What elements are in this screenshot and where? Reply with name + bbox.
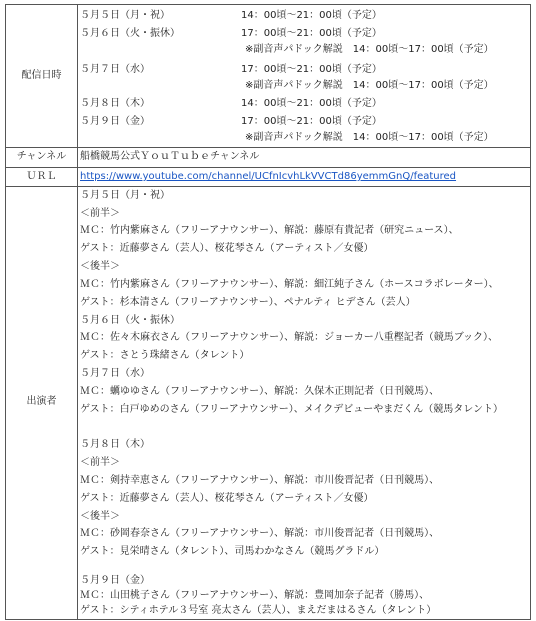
schedule-time: 17：00頃～21：00頃（予定） (241, 116, 382, 127)
cast-line: ＜後半＞ (80, 261, 120, 272)
channel-label: チャンネル (16, 151, 67, 162)
cast-line: ＭＣ：佐々木麻衣さん（フリーアナウンサー）、解説：ジョーカー八重樫記者（競馬ブック）、 (80, 332, 498, 343)
cast-line: ゲスト：さとう珠緒さん（タレント） (80, 350, 250, 361)
cast-line: ＭＣ：剣持幸恵さん（フリーアナウンサー）、解説：市川俊晋記者（日刊競馬）、 (80, 475, 440, 486)
table-border-right (530, 4, 531, 620)
cast-line: ＜後半＞ (80, 511, 120, 522)
cast-line: ＜前半＞ (80, 457, 120, 468)
cast-line: ゲスト：シティホテル３号室 亮太さん（芸人）、まえだまはるさん（タレント） (80, 605, 437, 616)
cast-line: ゲスト：杉本清さん（フリーアナウンサー）、ペナルティ ヒデさん（芸人） (80, 297, 416, 308)
cast-line: ＭＣ：山田桃子さん（フリーアナウンサー）、解説：豊岡加奈子記者（勝馬）、 (80, 590, 430, 601)
schedule-date: ５月７日（水） (80, 64, 150, 75)
row-divider (5, 147, 531, 148)
schedule-note: ※副音声パドック解説 14：00頃～17：00頃（予定） (245, 44, 494, 55)
schedule-date: ５月９日（金） (80, 116, 150, 127)
schedule-time: 14：00頃～21：00頃（予定） (241, 10, 382, 21)
schedule-label: 配信日時 (21, 70, 62, 81)
cast-line: ＭＣ：蠣ゆゆさん（フリーアナウンサー）、解説：久保木正則記者（日刊競馬）、 (80, 386, 440, 397)
channel-url-link[interactable]: https://www.youtube.com/channel/UCfnIcvhLkVVCTd86yemmGnQ/featured (80, 171, 457, 182)
table-border-bottom (5, 619, 531, 620)
schedule-note: ※副音声パドック解説 14：00頃～17：00頃（予定） (245, 132, 494, 143)
column-divider (77, 4, 78, 620)
schedule-note: ※副音声パドック解説 14：00頃～17：00頃（予定） (245, 80, 494, 91)
schedule-time: 17：00頃～21：00頃（予定） (241, 64, 382, 75)
table-border-top (5, 4, 531, 5)
schedule-date: ５月８日（木） (80, 98, 150, 109)
cast-line: ＭＣ：砂岡春奈さん（フリーアナウンサー）、解説：市川俊晋記者（日刊競馬）、 (80, 528, 440, 539)
row-divider (5, 167, 531, 168)
table-border-left (5, 4, 6, 620)
cast-line: ＭＣ：竹内紫麻さん（フリーアナウンサー）、解説：細江純子さん（ホースコラボレーター）、 (80, 279, 499, 290)
cast-line: ゲスト：近藤夢さん（芸人）、桜花琴さん（アーティスト／女優） (80, 493, 374, 504)
cast-line: ＭＣ：竹内紫麻さん（フリーアナウンサー）、解説：藤原有貴記者（研究ニュース）、 (80, 225, 459, 236)
cast-line: ５月７日（水） (80, 368, 150, 379)
cast-line: ５月９日（金） (80, 575, 150, 586)
schedule-time: 14：00頃～21：00頃（予定） (241, 98, 382, 109)
cast-line: ゲスト：白戸ゆめのさん（フリーアナウンサー）、メイクデビューやまだくん（競馬タレント） (80, 404, 504, 415)
cast-line: ５月８日（木） (80, 439, 150, 450)
schedule-time: 17：00頃～21：00頃（予定） (241, 28, 382, 39)
cast-line: ５月５日（月・祝） (80, 190, 170, 201)
cast-label: 出演者 (26, 396, 57, 407)
cast-line: ゲスト：近藤夢さん（芸人）、桜花琴さん（アーティスト／女優） (80, 243, 374, 254)
cast-line: ５月６日（火・振休） (80, 315, 180, 326)
cast-line: ゲスト：見栄晴さん（タレント）、司馬わかなさん（競馬グラドル） (80, 546, 385, 557)
channel-name: 船橋競馬公式ＹｏｕＴｕｂｅチャンネル (80, 151, 260, 162)
url-label: ＵＲＬ (26, 171, 57, 182)
schedule-date: ５月６日（火・振休） (80, 28, 180, 39)
schedule-date: ５月５日（月・祝） (80, 10, 170, 21)
row-divider (5, 186, 531, 187)
cast-line: ＜前半＞ (80, 208, 120, 219)
